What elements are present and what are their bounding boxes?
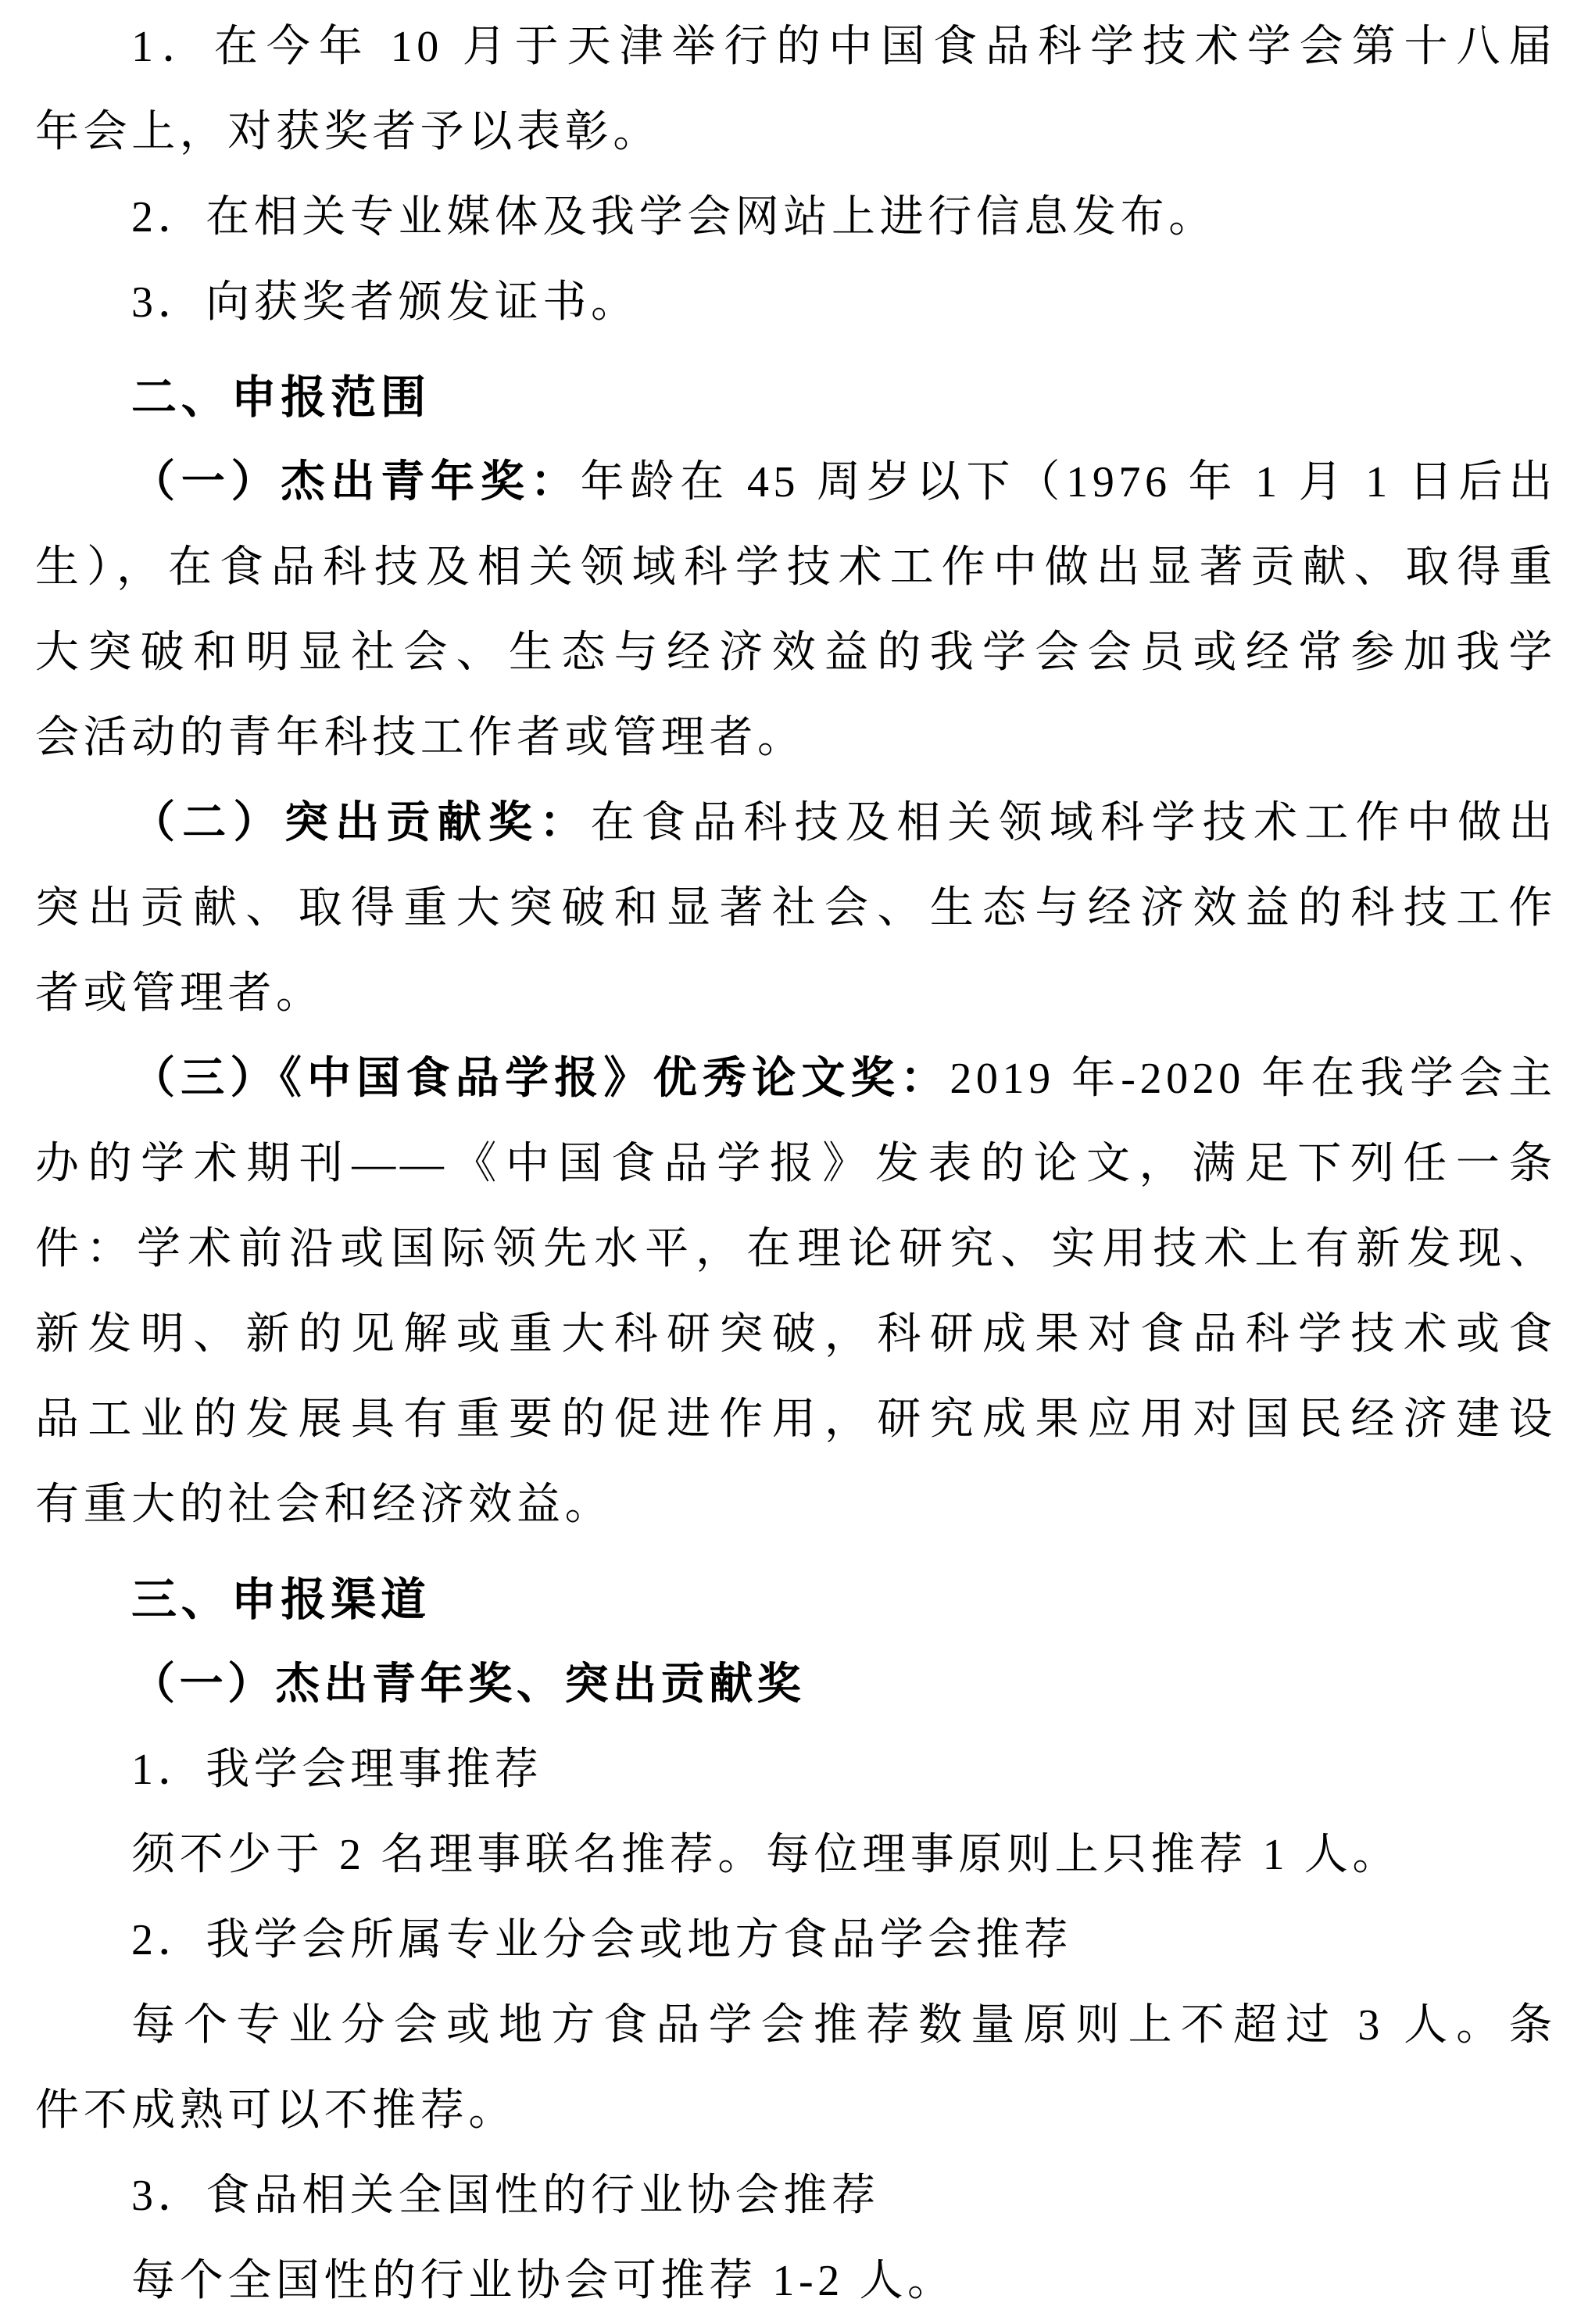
text-line (35, 260, 1557, 346)
text-run: 3．向获奖者颁发证书。 (131, 278, 639, 327)
text-line (35, 1813, 1557, 1898)
text-run: （一）杰出青年奖： (131, 458, 581, 507)
text-run: 在食品科技及相关领域科学技术工作中做出 (590, 799, 1557, 847)
text-line (35, 90, 1557, 175)
text-line (35, 1377, 1557, 1463)
text-line (35, 1898, 1557, 1983)
text-line (35, 696, 1557, 781)
text-run: 年龄在 45 周岁以下（1976 年 1 月 1 日后出 (580, 458, 1557, 507)
text-line (35, 1122, 1557, 1207)
text-line (35, 2239, 1557, 2324)
text-run: （三）《中国食品学报》优秀论文奖： (131, 1055, 950, 1103)
text-run: 件：学术前沿或国际领先水平，在理论研究、实用技术上有新发现、 (35, 1225, 1557, 1273)
text-run: 办的学术期刊——《中国食品学报》发表的论文，满足下列任一条 (35, 1140, 1557, 1188)
text-run: 2019 年-2020 年在我学会主 (950, 1055, 1557, 1103)
text-run: （二）突出贡献奖： (131, 799, 591, 847)
text-run: 3．食品相关全国性的行业协会推荐 (131, 2172, 880, 2220)
text-line (35, 1728, 1557, 1813)
text-line (35, 1642, 1557, 1728)
text-run: 品工业的发展具有重要的促进作用，研究成果应用对国民经济建设 (35, 1395, 1557, 1444)
text-run: 件不成熟可以不推荐。 (35, 2086, 517, 2135)
text-line (35, 525, 1557, 611)
text-run: 生），在食品科技及相关领域科学技术工作中做出显著贡献、取得重 (35, 543, 1557, 592)
text-run: 二、申报范围 (131, 372, 431, 423)
text-run: 1．在今年 10 月于天津举行的中国食品科学技术学会第十八届 (131, 23, 1557, 71)
text-line (35, 5, 1557, 90)
text-run: 每个全国性的行业协会可推荐 1-2 人。 (131, 2257, 956, 2305)
text-run: 者或管理者。 (35, 969, 324, 1018)
text-run: 年会上，对获奖者予以表彰。 (35, 108, 661, 156)
text-line (35, 611, 1557, 696)
text-line (35, 951, 1557, 1037)
text-line (35, 1463, 1557, 1548)
text-line (35, 1037, 1557, 1122)
text-line (35, 2154, 1557, 2239)
text-run: 新发明、新的见解或重大科研突破，科研成果对食品科学技术或食 (35, 1310, 1557, 1359)
text-line (35, 1292, 1557, 1377)
section-heading (35, 355, 1557, 440)
text-line (35, 175, 1557, 260)
text-line (35, 1983, 1557, 2068)
text-run: 每个专业分会或地方食品学会推荐数量原则上不超过 3 人。条 (131, 2001, 1557, 2050)
text-run: 突出贡献、取得重大突破和显著社会、生态与经济效益的科技工作 (35, 884, 1557, 933)
text-run: 2．我学会所属专业分会或地方食品学会推荐 (131, 1916, 1072, 1964)
text-run: 会活动的青年科技工作者或管理者。 (35, 714, 806, 762)
text-run: 1．我学会理事推荐 (131, 1746, 543, 1794)
text-run: 须不少于 2 名理事联名推荐。每位理事原则上只推荐 1 人。 (131, 1831, 1400, 1879)
text-line (35, 2068, 1557, 2154)
text-run: 三、申报渠道 (131, 1574, 431, 1625)
text-line (35, 1207, 1557, 1292)
text-run: 2．在相关专业媒体及我学会网站上进行信息发布。 (131, 193, 1217, 242)
text-line (35, 866, 1557, 951)
document-body (35, 5, 1557, 2324)
text-line (35, 440, 1557, 525)
text-run: 大突破和明显社会、生态与经济效益的我学会会员或经常参加我学 (35, 628, 1557, 677)
text-run: （一）杰出青年奖、突出贡献奖 (131, 1660, 806, 1709)
section-heading (35, 1557, 1557, 1642)
text-line (35, 781, 1557, 866)
text-run: 有重大的社会和经济效益。 (35, 1481, 613, 1529)
